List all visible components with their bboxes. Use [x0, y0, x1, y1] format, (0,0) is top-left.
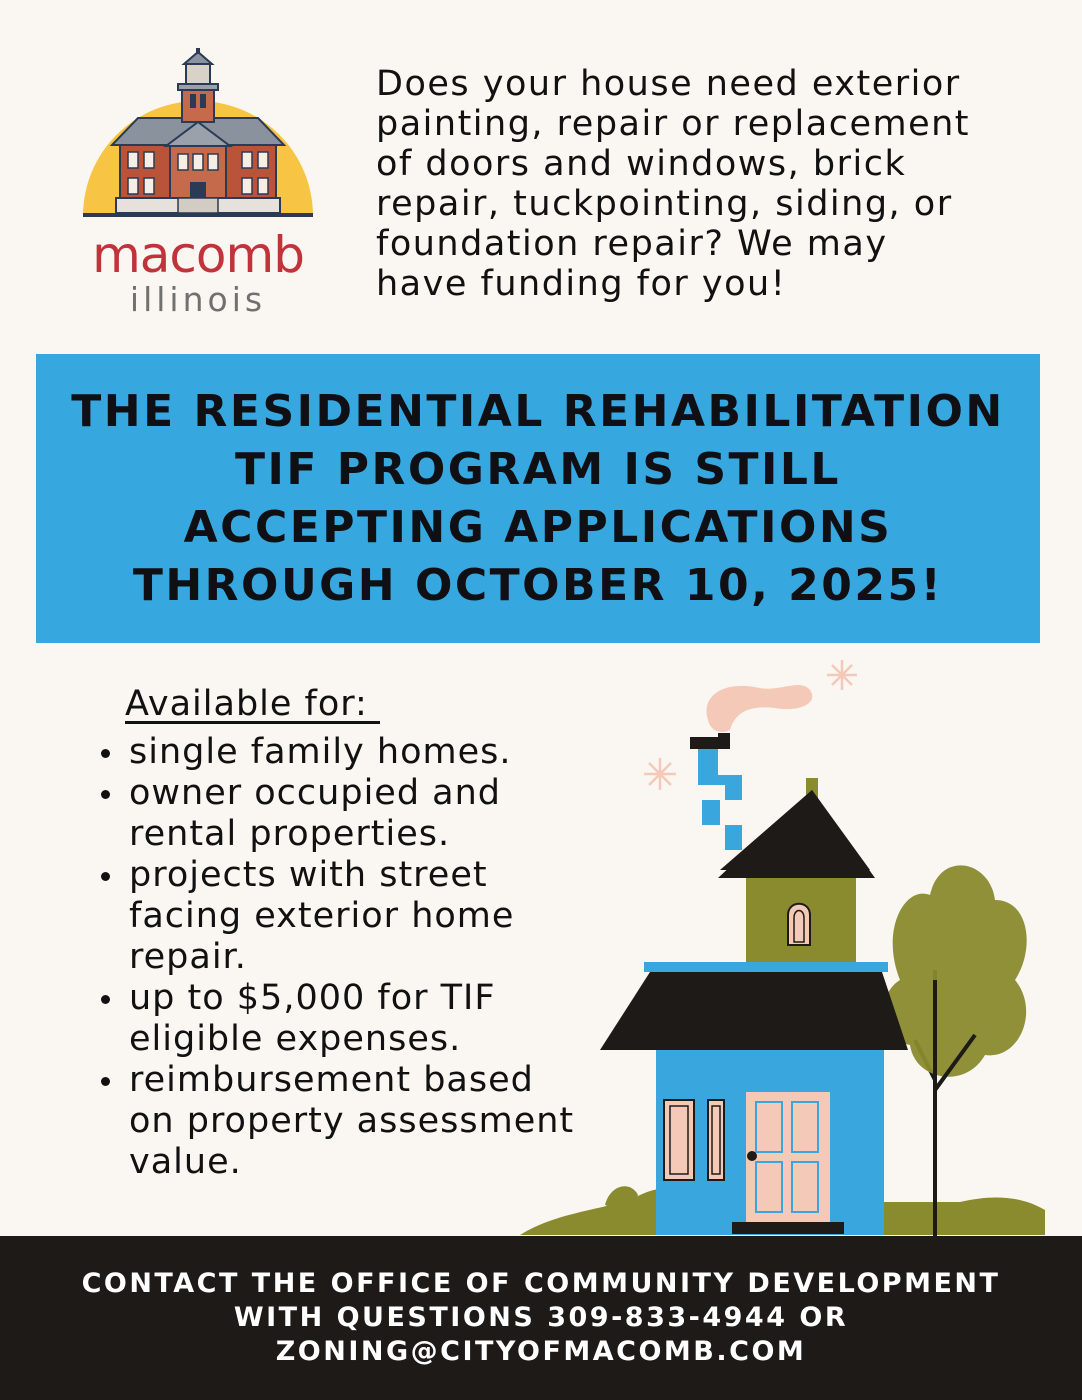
headline — [71, 383, 1004, 615]
intro-line: repair, tuckpointing, siding, or — [376, 184, 953, 224]
availability-heading: Available for: — [125, 684, 380, 724]
headline-line: ACCEPTING APPLICATIONS — [183, 501, 893, 553]
contact-line: ZONING@CITYOFMACOMB.COM — [275, 1336, 807, 1367]
headline-line: THE RESIDENTIAL REHABILITATION — [71, 385, 1005, 437]
contact-footer — [0, 1236, 1082, 1400]
contact-line: WITH QUESTIONS 309-833-4944 OR — [233, 1302, 849, 1333]
availability-list — [95, 732, 575, 1183]
headline-line: THROUGH OCTOBER 10, 2025! — [132, 559, 944, 611]
list-item: projects with street facing exterior home repair. — [95, 855, 575, 978]
macomb-logo — [78, 48, 318, 318]
intro-line: of doors and windows, brick — [376, 144, 907, 184]
list-item: reimbursement based on property assessment value. — [95, 1060, 575, 1183]
list-item: up to $5,000 for TIF eligible expenses. — [95, 978, 575, 1060]
courthouse-icon — [78, 48, 318, 228]
headline-line: TIF PROGRAM IS STILL — [235, 443, 841, 495]
intro-line: painting, repair or replacement — [376, 104, 971, 144]
intro-paragraph — [376, 64, 1056, 304]
intro-line: Does your house need exterior — [376, 64, 961, 104]
intro-line: have funding for you! — [376, 264, 787, 304]
list-item: owner occupied and rental properties. — [95, 773, 575, 855]
house-illustration — [520, 650, 1080, 1240]
logo-wordmark: macomb — [92, 226, 304, 284]
logo-subwordmark: illinois — [129, 280, 267, 319]
contact-text — [82, 1267, 1001, 1369]
list-item: single family homes. — [95, 732, 575, 773]
contact-line: CONTACT THE OFFICE OF COMMUNITY DEVELOPMENT — [81, 1268, 1001, 1299]
intro-line: foundation repair? We may — [376, 224, 888, 264]
headline-banner — [36, 354, 1040, 643]
